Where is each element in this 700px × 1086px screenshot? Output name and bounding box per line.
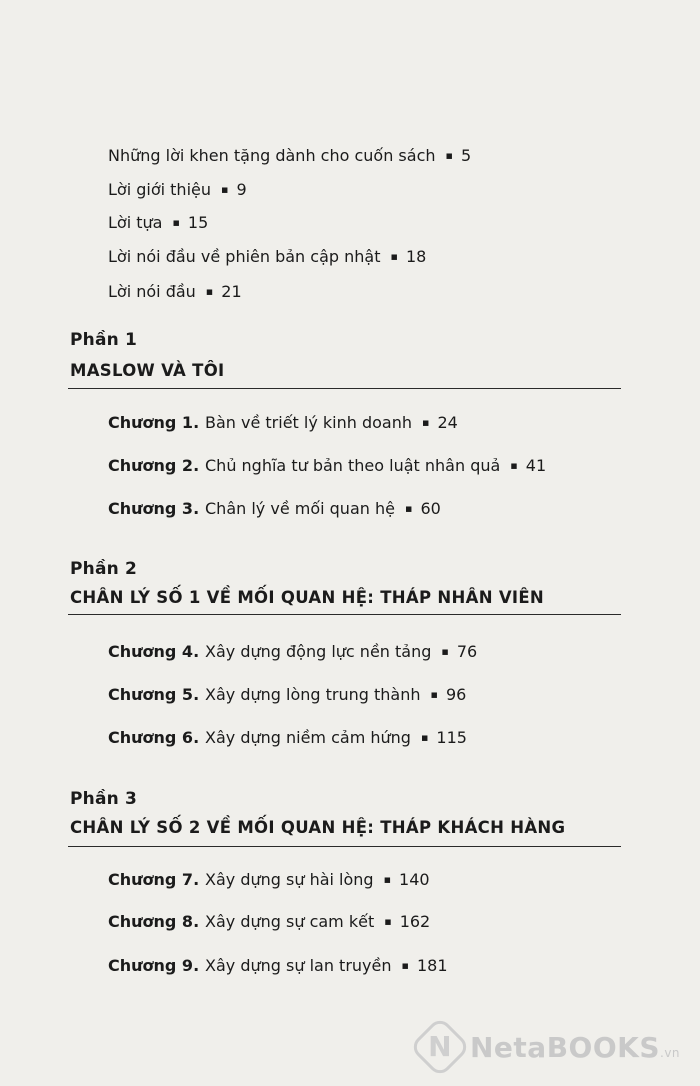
chapter-page: 115 xyxy=(436,728,467,747)
chapter-title: Bàn về triết lý kinh doanh xyxy=(205,413,413,432)
netabooks-logo-icon: N xyxy=(409,1016,471,1078)
front-item xyxy=(108,146,471,165)
chapter-number: Chương 1. xyxy=(108,413,200,432)
chapter-page: 41 xyxy=(525,456,547,475)
watermark xyxy=(418,1025,698,1075)
chapter-title: Chủ nghĩa tư bản theo luật nhân quả xyxy=(205,456,501,475)
chapter-item xyxy=(108,728,467,747)
bullet-icon: ▪ xyxy=(172,216,180,229)
divider xyxy=(68,388,621,389)
chapter-number: Chương 9. xyxy=(108,956,200,975)
bullet-icon: ▪ xyxy=(422,416,430,429)
chapter-number: Chương 7. xyxy=(108,870,200,889)
chapter-page: 162 xyxy=(399,912,431,931)
part-title: MASLOW VÀ TÔI xyxy=(70,361,225,380)
chapter-item xyxy=(108,413,458,432)
chapter-page: 24 xyxy=(437,413,458,432)
chapter-title: Xây dựng động lực nền tảng xyxy=(205,642,432,661)
chapter-number: Chương 2. xyxy=(108,456,200,475)
chapter-page: 140 xyxy=(399,870,430,889)
front-item xyxy=(108,213,208,232)
chapter-number: Chương 8. xyxy=(108,912,200,931)
part-title: CHÂN LÝ SỐ 1 VỀ MỐI QUAN HỆ: THÁP NHÂN VIÊN xyxy=(70,588,545,607)
chapter-item xyxy=(108,456,546,475)
part-label: Phần 1 xyxy=(70,330,138,350)
bullet-icon: ▪ xyxy=(430,688,438,701)
chapter-item xyxy=(108,685,466,704)
front-item-page: 21 xyxy=(221,282,242,301)
chapter-page: 181 xyxy=(416,956,448,975)
bullet-icon: ▪ xyxy=(441,645,449,658)
part-label: Phần 2 xyxy=(70,559,138,579)
bullet-icon: ▪ xyxy=(404,502,413,515)
chapter-item xyxy=(108,956,448,975)
bullet-icon: ▪ xyxy=(384,915,392,928)
bullet-icon: ▪ xyxy=(420,731,429,744)
bullet-icon: ▪ xyxy=(401,959,409,972)
bullet-icon: ▪ xyxy=(445,149,453,162)
front-item-title: Lời tựa xyxy=(108,213,163,232)
chapter-number: Chương 6. xyxy=(108,728,200,747)
bullet-icon: ▪ xyxy=(510,459,518,472)
front-item-page: 9 xyxy=(236,180,247,199)
bullet-icon: ▪ xyxy=(221,183,229,196)
chapter-item xyxy=(108,912,430,931)
chapter-item xyxy=(108,870,430,889)
front-item-title: Lời giới thiệu xyxy=(108,180,211,199)
front-item-page: 18 xyxy=(405,247,427,266)
chapter-number: Chương 4. xyxy=(108,642,200,661)
front-item xyxy=(108,247,426,266)
bullet-icon: ▪ xyxy=(205,285,214,298)
divider xyxy=(68,846,621,847)
chapter-page: 96 xyxy=(445,685,467,704)
front-item xyxy=(108,180,247,199)
chapter-item xyxy=(108,642,477,661)
front-item xyxy=(108,282,242,301)
watermark-text: NetaBOOKS.vn xyxy=(470,1031,681,1064)
chapter-title: Xây dựng sự lan truyền xyxy=(205,956,392,975)
chapter-page: 76 xyxy=(456,642,478,661)
chapter-page: 60 xyxy=(420,499,441,518)
part-title: CHÂN LÝ SỐ 2 VỀ MỐI QUAN HỆ: THÁP KHÁCH HÀNG xyxy=(70,818,566,837)
bullet-icon: ▪ xyxy=(383,873,392,886)
chapter-item xyxy=(108,499,441,518)
chapter-title: Xây dựng sự hài lòng xyxy=(205,870,374,889)
part-label: Phần 3 xyxy=(70,789,138,809)
front-item-title: Lời nói đầu về phiên bản cập nhật xyxy=(108,247,381,266)
chapter-title: Xây dựng lòng trung thành xyxy=(205,685,421,704)
chapter-title: Chân lý về mối quan hệ xyxy=(205,499,395,518)
chapter-title: Xây dựng niềm cảm hứng xyxy=(205,728,411,747)
chapter-title: Xây dựng sự cam kết xyxy=(205,912,375,931)
bullet-icon: ▪ xyxy=(390,250,398,263)
divider xyxy=(68,614,621,615)
front-item-title: Lời nói đầu xyxy=(108,282,196,301)
front-item-title: Những lời khen tặng dành cho cuốn sách xyxy=(108,146,436,165)
chapter-number: Chương 5. xyxy=(108,685,200,704)
chapter-number: Chương 3. xyxy=(108,499,200,518)
front-item-page: 15 xyxy=(187,213,209,232)
front-item-page: 5 xyxy=(460,146,472,165)
